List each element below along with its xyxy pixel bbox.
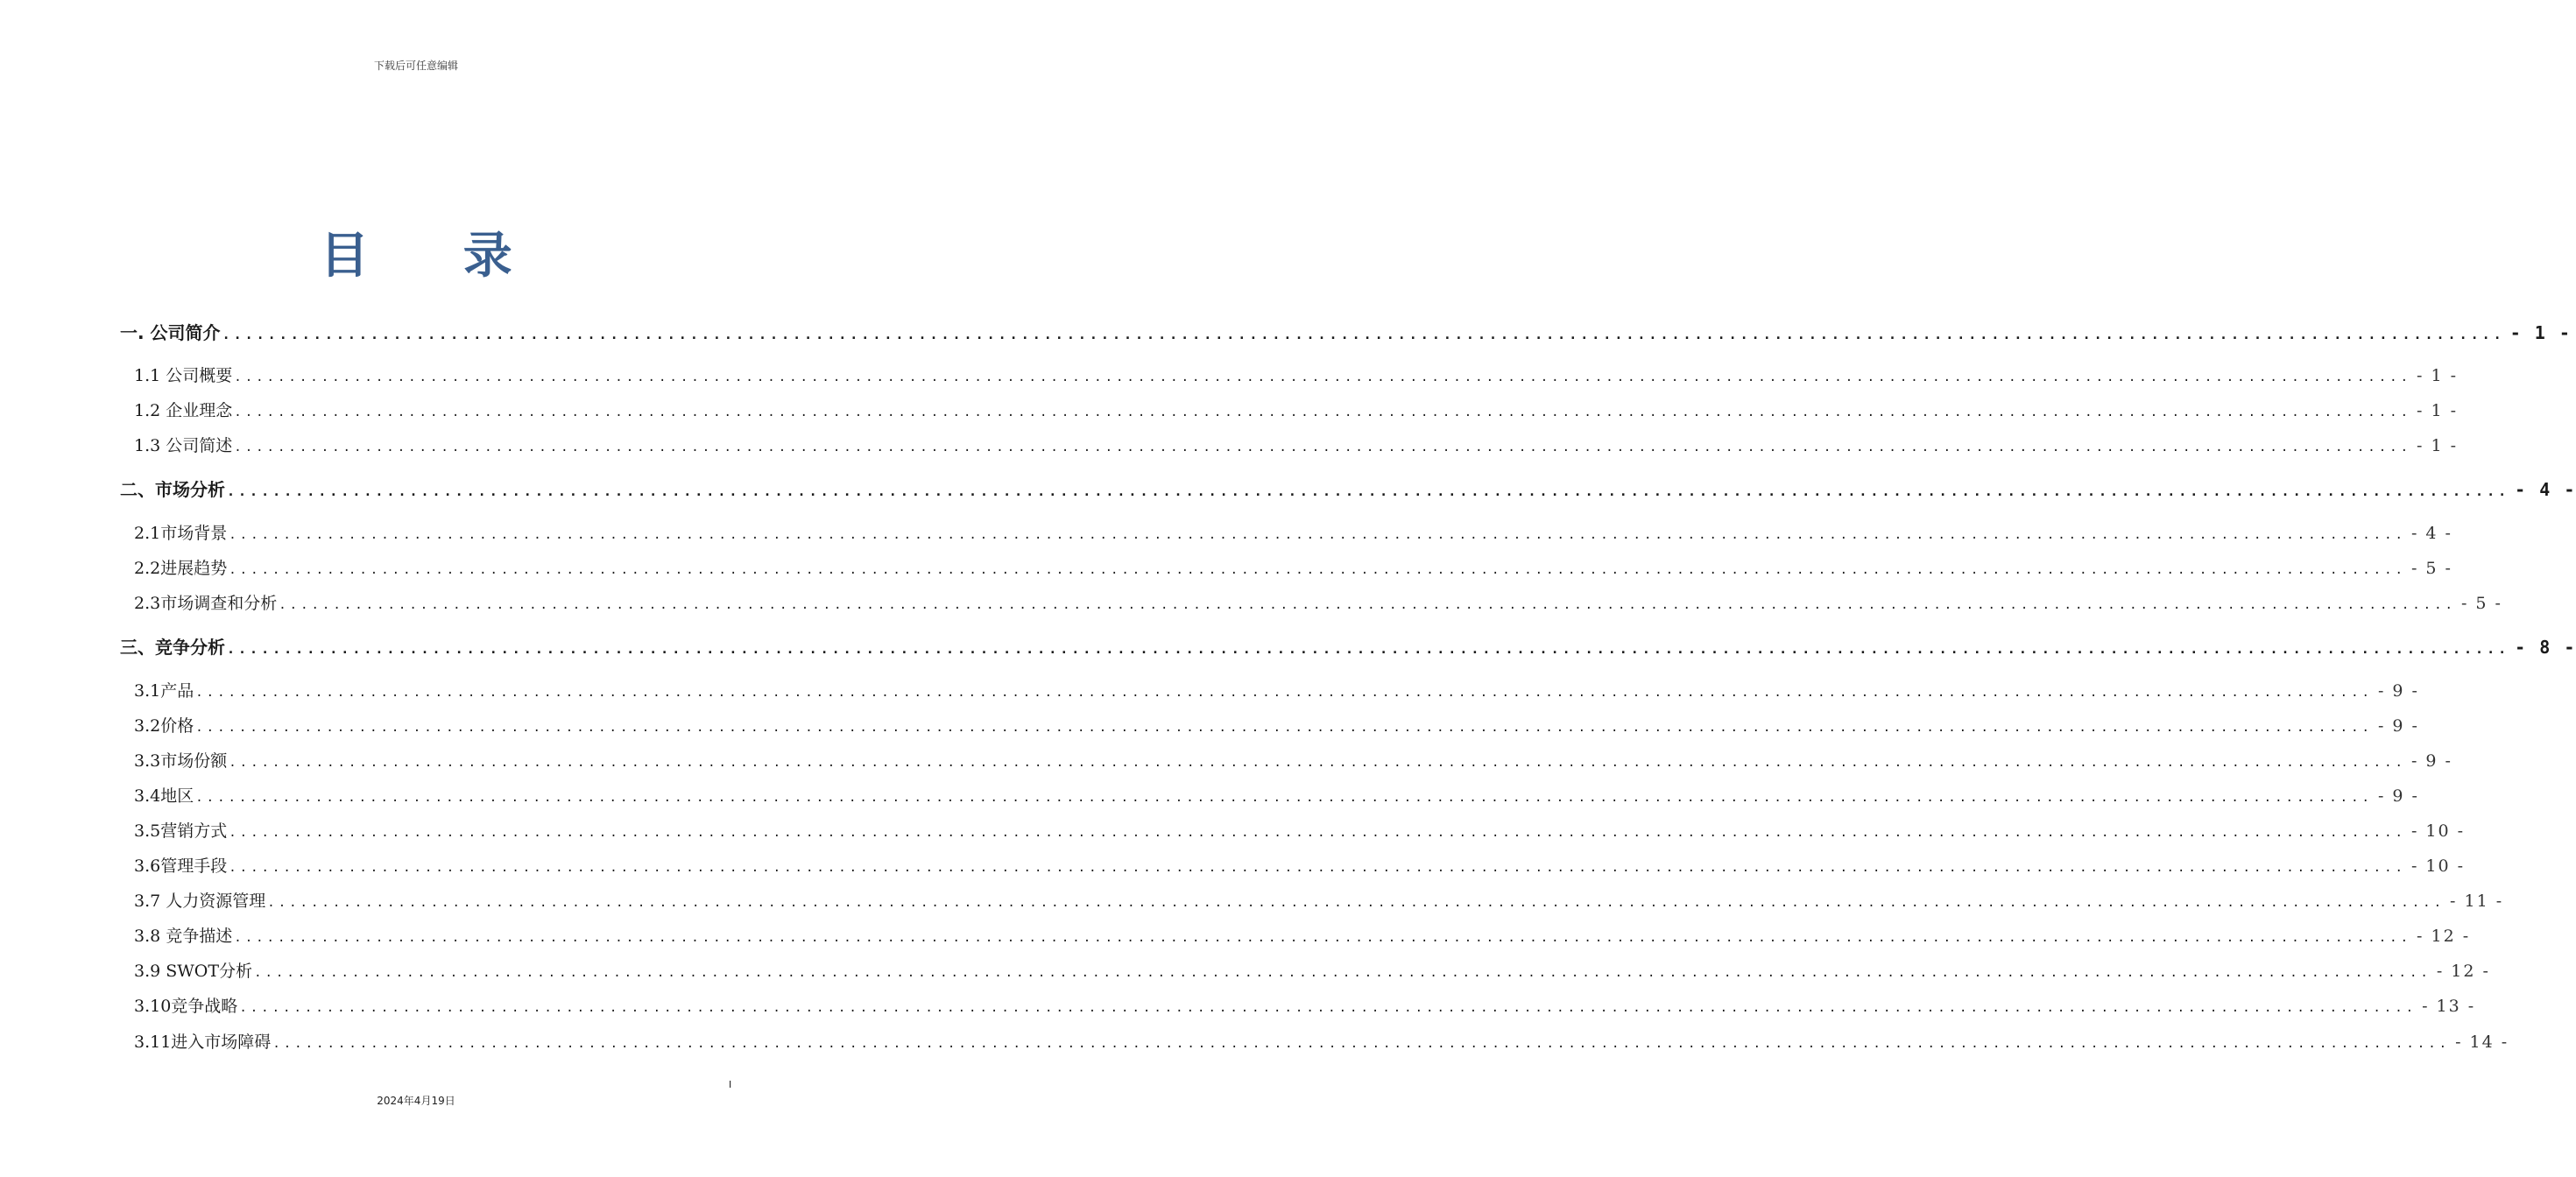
toc-entry-page-number: - 9 - <box>2377 681 2419 701</box>
toc-dot-leader: ........................................................................................................................................................................................................ <box>222 327 2505 342</box>
toc-dot-leader: ........................................................................................................................................................................................................ <box>234 931 2412 945</box>
toc-entry-label: 3.3市场份额 <box>134 751 228 771</box>
toc-entry-label: 3.2价格 <box>134 716 194 736</box>
toc-section-entry[interactable] <box>120 634 2576 660</box>
toc-subsection-entry[interactable] <box>134 520 2452 546</box>
toc-dot-leader: ........................................................................................................................................................................................................ <box>234 370 2412 384</box>
toc-entry-page-number: - 4 - <box>2515 479 2576 500</box>
toc-entry-label: 3.8 竞争描述 <box>134 927 233 946</box>
toc-dot-leader: ........................................................................................................................................................................................................ <box>229 756 2406 770</box>
toc-entry-page-number: - 5 - <box>2460 594 2502 613</box>
toc-entry-page-number: - 9 - <box>2377 716 2419 736</box>
toc-subsection-entry[interactable] <box>134 993 2476 1019</box>
toc-entry-label: 2.2进展趋势 <box>134 559 228 578</box>
toc-entry-page-number: - 10 - <box>2410 856 2466 876</box>
toc-entry-label: 3.6管理手段 <box>134 856 228 876</box>
toc-dot-leader: ........................................................................................................................................................................................................ <box>272 1037 2451 1051</box>
toc-subsection-entry[interactable] <box>134 398 2459 424</box>
toc-subsection-entry[interactable] <box>134 923 2471 949</box>
toc-subsection-entry[interactable] <box>134 748 2452 774</box>
toc-entry-label: 1.3 公司简述 <box>134 436 233 455</box>
toc-entry-page-number: - 1 - <box>2417 366 2459 385</box>
toc-dot-leader: ........................................................................................................................................................................................................ <box>227 641 2510 657</box>
toc-subsection-entry[interactable] <box>134 888 2504 914</box>
toc-dot-leader: ........................................................................................................................................................................................................ <box>229 826 2406 840</box>
toc-entry-label: 2.1市场背景 <box>134 524 228 543</box>
toc-entry-label: 3.10竞争战略 <box>134 997 238 1016</box>
toc-dot-leader: ........................................................................................................................................................................................................ <box>195 686 2373 700</box>
toc-entry-page-number: - 5 - <box>2410 559 2452 578</box>
toc-dot-leader: ........................................................................................................................................................................................................ <box>195 791 2373 805</box>
toc-entry-page-number: - 10 - <box>2410 821 2466 841</box>
toc-dot-leader: ........................................................................................................................................................................................................ <box>279 598 2456 612</box>
toc-dot-leader: ........................................................................................................................................................................................................ <box>267 896 2445 910</box>
toc-entry-label: 1.1 公司概要 <box>134 366 233 385</box>
header-note: 下载后可任意编辑 <box>373 60 458 72</box>
toc-subsection-entry[interactable] <box>134 818 2466 844</box>
toc-dot-leader: ........................................................................................................................................................................................................ <box>254 966 2431 980</box>
toc-dot-leader: ........................................................................................................................................................................................................ <box>227 483 2510 499</box>
toc-entry-label: 三、竞争分析 <box>120 637 225 658</box>
toc-subsection-entry[interactable] <box>134 783 2419 809</box>
toc-entry-label: 3.7 人力资源管理 <box>134 892 266 911</box>
toc-entry-page-number: - 4 - <box>2410 524 2452 543</box>
toc-entry-page-number: - 9 - <box>2377 786 2419 806</box>
toc-entry-label: 3.1产品 <box>134 681 194 701</box>
toc-subsection-entry[interactable] <box>134 678 2419 704</box>
toc-entry-label: 一. 公司简介 <box>120 322 221 343</box>
toc-entry-page-number: - 13 - <box>2422 997 2476 1016</box>
page-number-mark: I <box>729 1079 732 1090</box>
toc-dot-leader: ........................................................................................................................................................................................................ <box>229 563 2406 577</box>
toc-entry-page-number: - 8 - <box>2515 637 2576 658</box>
toc-entry-label: 二、市场分析 <box>120 479 225 500</box>
toc-dot-leader: ........................................................................................................................................................................................................ <box>234 440 2412 455</box>
toc-subsection-entry[interactable] <box>134 555 2452 581</box>
toc-subsection-entry[interactable] <box>134 1029 2509 1055</box>
toc-entry-page-number: - 1 - <box>2417 436 2459 455</box>
toc-entry-page-number: - 14 - <box>2455 1033 2509 1052</box>
toc-entry-page-number: - 12 - <box>2436 962 2490 981</box>
toc-subsection-entry[interactable] <box>134 958 2490 984</box>
toc-entry-label: 3.11进入市场障碍 <box>134 1033 272 1052</box>
toc-section-entry[interactable] <box>120 320 2572 346</box>
toc-subsection-entry[interactable] <box>134 590 2502 617</box>
toc-entry-label: 3.4地区 <box>134 786 194 806</box>
toc-dot-leader: ........................................................................................................................................................................................................ <box>229 861 2406 875</box>
toc-subsection-entry[interactable] <box>134 713 2419 739</box>
toc-entry-page-number: - 12 - <box>2417 927 2471 946</box>
toc-entry-page-number: - 11 - <box>2450 892 2504 911</box>
toc-entry-label: 2.3市场调查和分析 <box>134 594 278 613</box>
toc-entry-page-number: - 1 - <box>2417 401 2459 420</box>
toc-dot-leader: ........................................................................................................................................................................................................ <box>239 1001 2417 1015</box>
toc-entry-label: 3.5营销方式 <box>134 821 228 841</box>
toc-subsection-entry[interactable] <box>134 363 2459 389</box>
toc-entry-label: 1.2 企业理念 <box>134 401 233 420</box>
toc-entry-label: 3.9 SWOT分析 <box>134 962 253 981</box>
toc-dot-leader: ........................................................................................................................................................................................................ <box>229 528 2406 542</box>
toc-dot-leader: ........................................................................................................................................................................................................ <box>195 721 2373 735</box>
toc-subsection-entry[interactable] <box>134 433 2459 459</box>
toc-dot-leader: ........................................................................................................................................................................................................ <box>234 405 2412 419</box>
footer-date: 2024年4月19日 <box>377 1095 455 1107</box>
toc-entry-page-number: - 1 - <box>2509 322 2572 343</box>
toc-subsection-entry[interactable] <box>134 853 2466 879</box>
toc-section-entry[interactable] <box>120 476 2576 503</box>
page-title: 目 录 <box>320 227 551 285</box>
toc-entry-page-number: - 9 - <box>2410 751 2452 771</box>
